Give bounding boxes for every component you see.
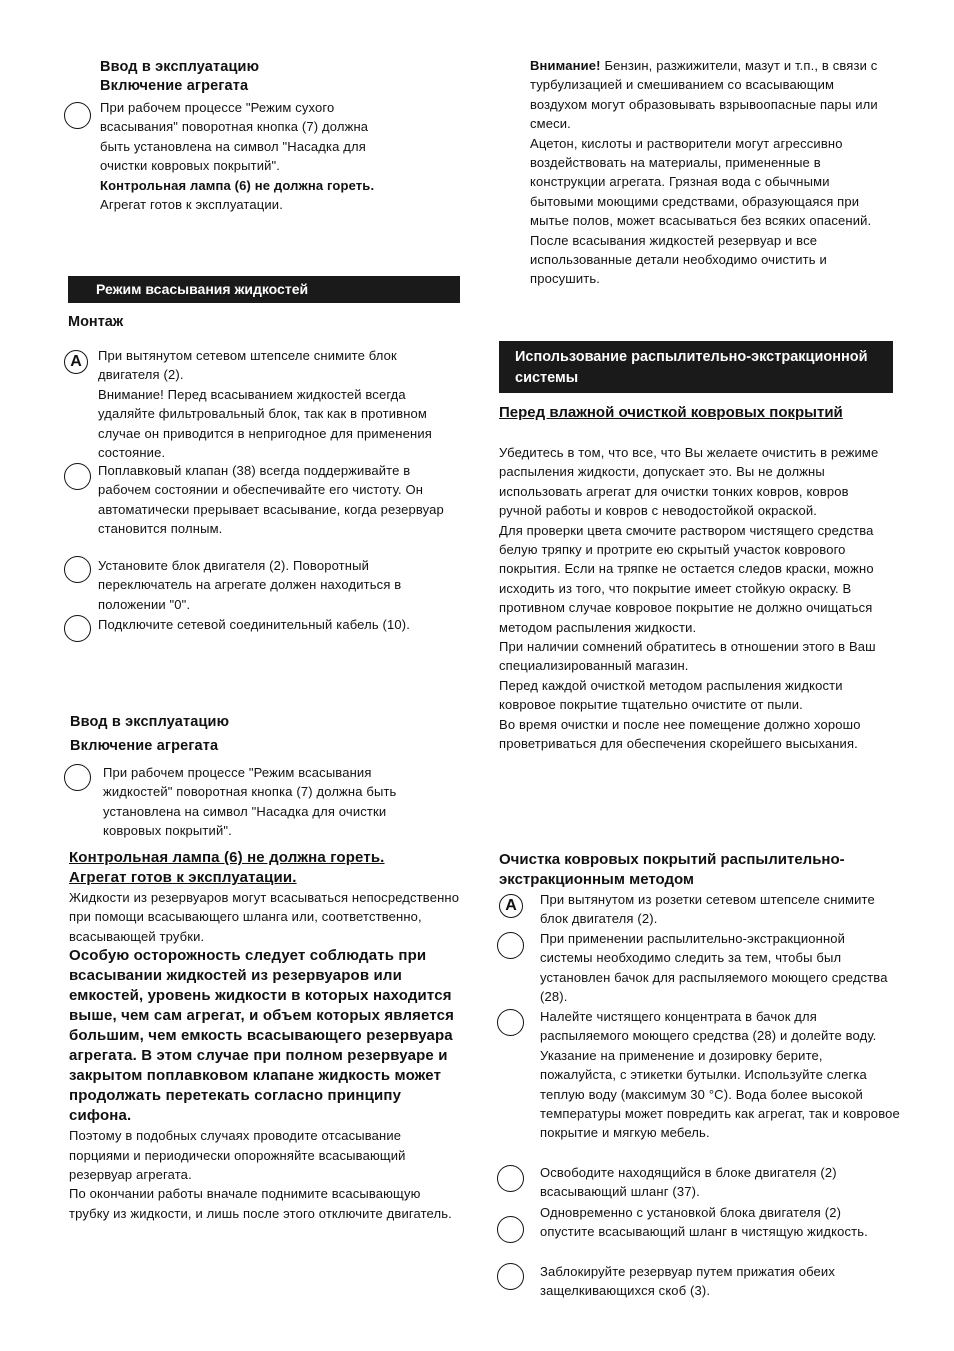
circle-step-icon xyxy=(497,1263,524,1290)
warning-block xyxy=(530,56,890,289)
paragraph: Освободите находящийся в блоке двигателя (2) всасывающий шланг (37). xyxy=(540,1165,837,1200)
cleaning-step-2 xyxy=(540,929,895,1007)
paragraph-bold-warning: Особую осторожность следует соблюдать при всасывании жидкостей из резервуаров или емкостей, уровень жидкости в которых находится выше, чем сам агрегат, и объем которых является большим, чем емкость всасывающего резервуара агрегата. В этом случае при полном резервуаре и закрытом поплавковом клапане жидкость может продолжать перетекать согласно принципу сифона. xyxy=(69,947,455,1125)
paragraph: Агрегат готов к эксплуатации. xyxy=(100,197,283,213)
heading-carpet-cleaning: Очистка ковровых покрытий распылительно-экстракционным методом xyxy=(499,851,845,888)
paragraph: При применении распылительно-экстракционной системы необходимо следить за тем, чтобы был установлен бачок для распыляемого моющего средства (28). xyxy=(540,931,888,1005)
heading-startup: Ввод в эксплуатацию xyxy=(70,714,230,730)
paragraph: Убедитесь в том, что все, что Вы желаете очистить в режиме распыления жидкости, допускает это. Вы не должны использовать агрегат для очистки тонких ковров, ковров ручной работы и ковров с неводостойкой окраской. xyxy=(499,445,879,519)
circle-step-icon xyxy=(64,615,91,642)
section-startup-2 xyxy=(70,713,370,756)
cleaning-step-5 xyxy=(540,1203,895,1242)
paragraph: Поэтому в подобных случаях проводите отсасывание порциями и периодически опорожняйте всасывающий резервуар агрегата. xyxy=(69,1128,406,1183)
section-bar-spray: Использование распылительно-экстракционной системы xyxy=(499,341,893,393)
before-cleaning-text xyxy=(499,443,894,754)
heading-montage: Монтаж xyxy=(68,314,124,330)
circle-step-icon xyxy=(497,1165,524,1192)
section-startup-2-step xyxy=(103,763,433,841)
paragraph: Налейте чистящего концентрата в бачок для распыляемого моющего средства (28) и долейте воду. Указание на применение и дозировку берите, пожалуйста, с этикетки бутылки. Используйте слегка теплую воду (максимум 30 °C). Вода более высокой температуры может повредить как агрегат, так и ковровое покрытие и мягкую мебель. xyxy=(540,1009,900,1141)
section-startup-2-text xyxy=(69,848,464,1223)
paragraph xyxy=(530,56,890,134)
circle-step-icon xyxy=(64,463,91,490)
section-bar-liquid: Режим всасывания жидкостей xyxy=(68,276,460,303)
paragraph: Подключите сетевой соединительный кабель (10). xyxy=(98,617,411,632)
cleaning-step-3 xyxy=(540,1007,900,1143)
cleaning-step-4 xyxy=(540,1163,895,1202)
section-startup-1 xyxy=(100,58,360,96)
paragraph-bold: Агрегат готов к эксплуатации. xyxy=(69,869,297,886)
circle-step-icon xyxy=(497,932,524,959)
paragraph-bold: Контрольная лампа (6) не должна гореть. xyxy=(69,849,385,866)
circle-a-icon: A xyxy=(499,894,523,918)
montage-step-4 xyxy=(98,615,448,634)
circle-step-icon xyxy=(64,102,91,129)
paragraph: Жидкости из резервуаров могут всасываться непосредственно при помощи всасывающего шланга или, соответственно, всасывающей трубки. xyxy=(69,890,460,944)
paragraph: Одновременно с установкой блока двигателя (2) опустите всасывающий шланг в чистящую жидкость. xyxy=(540,1205,868,1240)
cleaning-step-6 xyxy=(540,1262,895,1301)
circle-step-icon xyxy=(64,556,91,583)
paragraph: Ацетон, кислоты и растворители могут агрессивно воздействовать на материалы, примененные в конструкции агрегата. Грязная вода с обычными бытовыми моющими средствами, образующаяся при мытье полов, может всасываться без всяких опасений. xyxy=(530,135,872,229)
paragraph: По окончании работы вначале поднимите всасывающую трубку из жидкости, и лишь после этого отключите двигатель. xyxy=(69,1186,452,1221)
paragraph: Установите блок двигателя (2). Поворотный переключатель на агрегате должен находиться в положении "0". xyxy=(98,558,402,612)
circle-step-icon xyxy=(497,1216,524,1243)
paragraph: При вытянутом сетевом штепселе снимите блок двигателя (2). xyxy=(98,348,397,383)
paragraph: При рабочем процессе "Режим сухого всасывания" поворотная кнопка (7) должна быть установлена на символ "Насадка для очистки ковровых покрытий". xyxy=(100,100,369,174)
heading-before-cleaning: Перед влажной очисткой ковровых покрытий xyxy=(499,404,843,421)
paragraph: При наличии сомнений обратитесь в отношении этого в Ваш специализированный магазин. xyxy=(499,639,876,674)
paragraph: После всасывания жидкостей резервуар и все использованные детали необходимо очистить и просушить. xyxy=(530,232,827,287)
circle-a-icon: A xyxy=(64,350,88,374)
circle-step-icon xyxy=(64,764,91,791)
montage-step-3 xyxy=(98,556,438,614)
warning-label: Внимание! xyxy=(530,58,601,73)
montage-step-2 xyxy=(98,461,453,539)
warning-text: Бензин, разжижители, мазут и т.п., в связи с турбулизацией и смешиванием со всасывающим воздухом могут образовывать взрывоопасные пары или смеси. xyxy=(530,58,878,132)
paragraph: При рабочем процессе "Режим всасывания жидкостей" поворотная кнопка (7) должна быть установлена на символ "Насадка для очистки ковровых покрытий". xyxy=(103,765,397,839)
paragraph: Внимание! Перед всасыванием жидкостей всегда удаляйте фильтровальный блок, так как в противном случае он приводится в непригодное для применения состояние. xyxy=(98,386,432,461)
section-startup-1-text xyxy=(100,98,390,214)
paragraph: Во время очистки и после нее помещение должно хорошо проветриваться для обеспечения скорейшего высыхания. xyxy=(499,716,861,752)
circle-step-icon xyxy=(497,1009,524,1036)
heading-switch-on: Включение агрегата xyxy=(100,78,249,94)
paragraph: Перед каждой очисткой методом распыления жидкости ковровое покрытие тщательно очистите от пыли. xyxy=(499,677,843,713)
paragraph: Поплавковый клапан (38) всегда поддерживайте в рабочем состоянии и обеспечивайте его чистоту. Он автоматически прерывает всасывание, когда резервуар становится полным. xyxy=(98,463,444,537)
paragraph-bold: Контрольная лампа (6) не должна гореть. xyxy=(100,177,375,193)
paragraph: При вытянутом из розетки сетевом штепселе снимите блок двигателя (2). xyxy=(540,892,875,927)
paragraph: Заблокируйте резервуар путем прижатия обеих защелкивающихся скоб (3). xyxy=(540,1264,835,1299)
heading-switch-on: Включение агрегата xyxy=(70,738,219,754)
montage-step-1 xyxy=(98,346,433,462)
heading-startup: Ввод в эксплуатацию xyxy=(100,59,260,75)
paragraph: Для проверки цвета смочите раствором чистящего средства белую тряпку и протрите ею скрытый участок коврового покрытия. Если на тряпке не остается следов краски, можно исходить из того, что покрытие имеет стойкую окраску. В противном случае ковровое покрытие не должно очищаться методом распыления жидкости. xyxy=(499,522,874,635)
cleaning-step-1 xyxy=(540,890,895,929)
